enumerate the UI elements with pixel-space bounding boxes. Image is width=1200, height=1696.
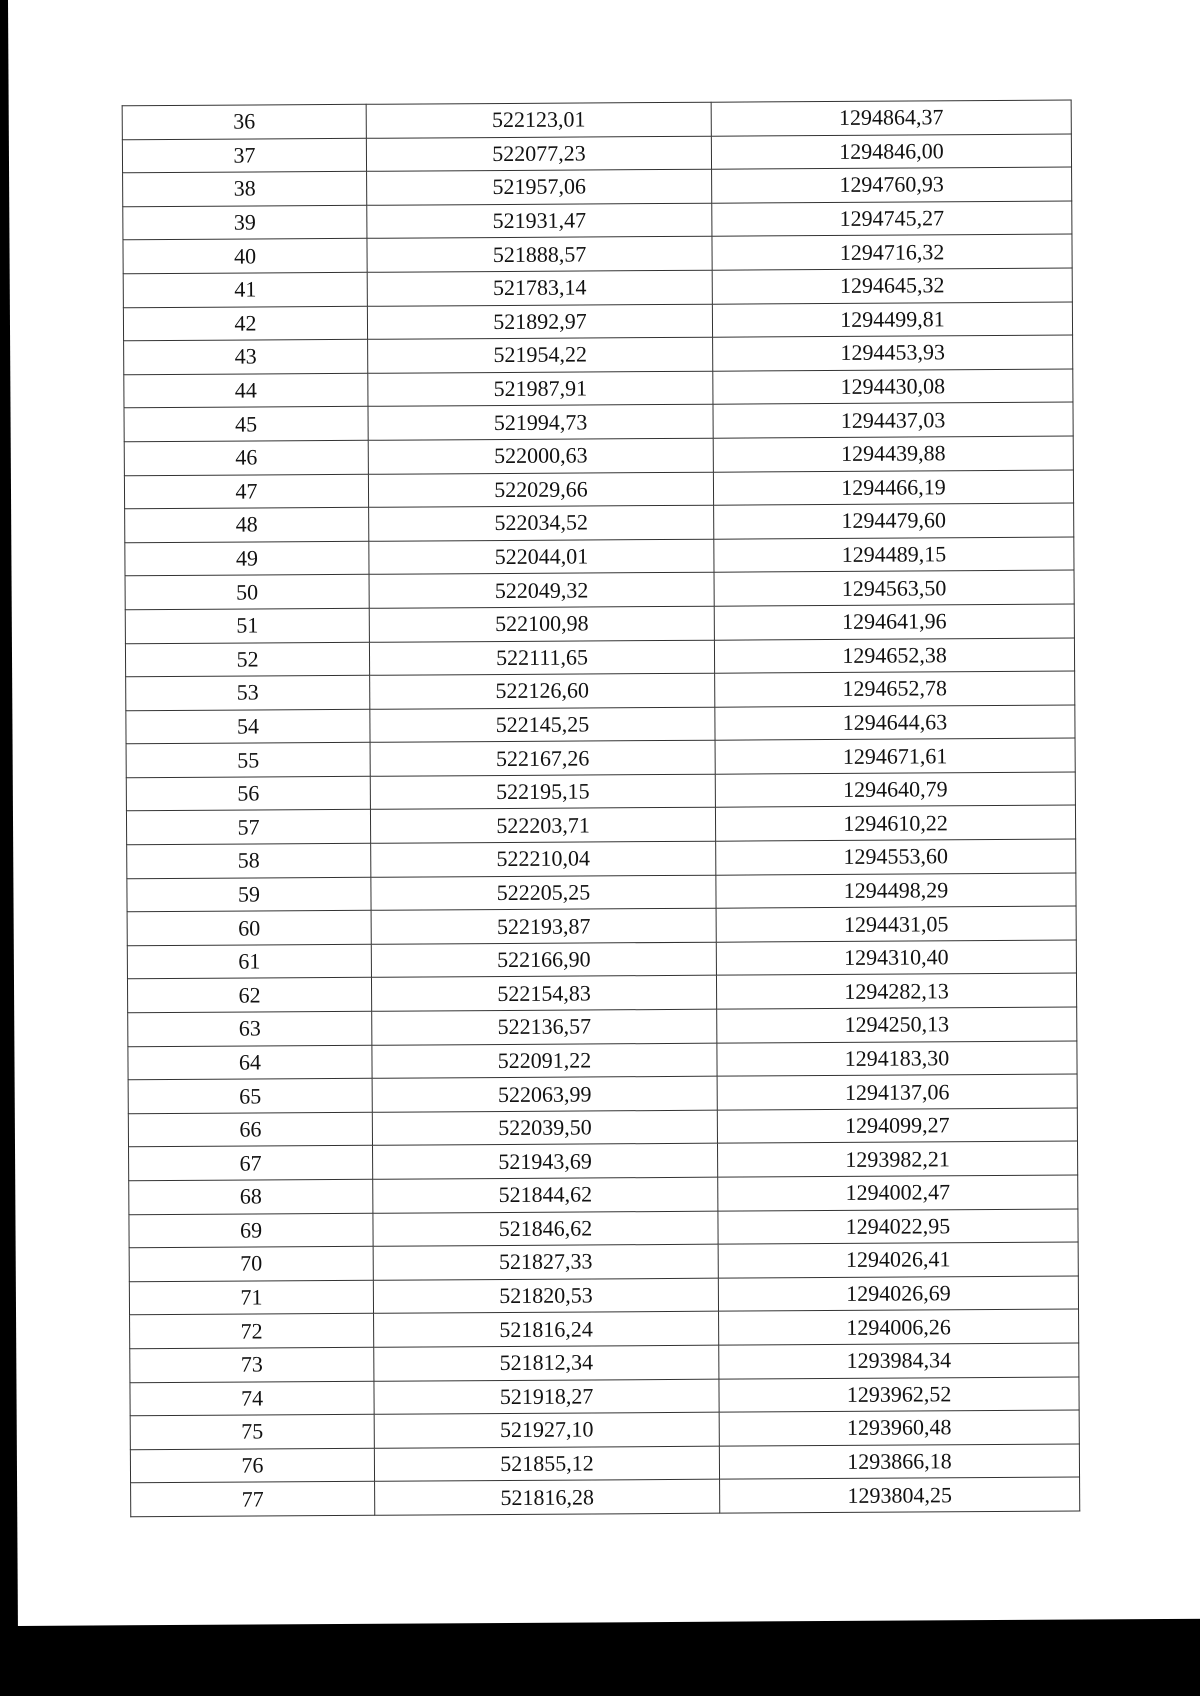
x-coordinate-cell: 521820,53 (373, 1278, 718, 1314)
point-number-cell: 70 (129, 1246, 373, 1281)
x-coordinate-cell: 522000,63 (368, 438, 713, 474)
y-coordinate-cell: 1293804,25 (720, 1477, 1080, 1513)
point-number-cell: 61 (127, 944, 371, 979)
point-number-cell: 73 (130, 1347, 374, 1382)
y-coordinate-cell: 1294864,37 (711, 100, 1071, 136)
point-number-cell: 42 (123, 306, 367, 341)
point-number-cell: 56 (126, 776, 370, 811)
y-coordinate-cell: 1294644,63 (715, 705, 1075, 741)
y-coordinate-cell: 1294641,96 (714, 604, 1074, 640)
y-coordinate-cell: 1294099,27 (717, 1108, 1077, 1144)
x-coordinate-cell: 521783,14 (367, 270, 712, 306)
point-number-cell: 71 (129, 1280, 373, 1315)
x-coordinate-cell: 522203,71 (370, 808, 715, 844)
point-number-cell: 63 (128, 1011, 372, 1046)
point-number-cell: 37 (122, 138, 366, 173)
point-number-cell: 51 (125, 608, 369, 643)
y-coordinate-cell: 1294466,19 (713, 470, 1073, 506)
y-coordinate-cell: 1294282,13 (716, 973, 1076, 1009)
point-number-cell: 77 (131, 1482, 375, 1517)
x-coordinate-cell: 521927,10 (374, 1412, 719, 1448)
point-number-cell: 66 (128, 1112, 372, 1147)
x-coordinate-cell: 522210,04 (371, 841, 716, 877)
point-number-cell: 60 (127, 911, 371, 946)
point-number-cell: 74 (130, 1381, 374, 1416)
y-coordinate-cell: 1294006,26 (719, 1309, 1079, 1345)
y-coordinate-cell: 1294183,30 (717, 1041, 1077, 1077)
point-number-cell: 54 (126, 709, 370, 744)
x-coordinate-cell: 522044,01 (369, 539, 714, 575)
x-coordinate-cell: 521888,57 (367, 237, 712, 273)
point-number-cell: 62 (127, 978, 371, 1013)
y-coordinate-cell: 1294716,32 (712, 234, 1072, 270)
point-number-cell: 76 (130, 1448, 374, 1483)
point-number-cell: 57 (126, 810, 370, 845)
point-number-cell: 67 (129, 1146, 373, 1181)
y-coordinate-cell: 1294310,40 (716, 940, 1076, 976)
x-coordinate-cell: 522193,87 (371, 908, 716, 944)
y-coordinate-cell: 1294026,69 (718, 1276, 1078, 1312)
x-coordinate-cell: 521892,97 (367, 304, 712, 340)
point-number-cell: 38 (123, 172, 367, 207)
y-coordinate-cell: 1294610,22 (715, 805, 1075, 841)
x-coordinate-cell: 522091,22 (372, 1043, 717, 1079)
y-coordinate-cell: 1293866,18 (719, 1444, 1079, 1480)
y-coordinate-cell: 1294499,81 (712, 302, 1072, 338)
point-number-cell: 36 (122, 104, 366, 139)
x-coordinate-cell: 521844,62 (373, 1177, 718, 1213)
point-number-cell: 69 (129, 1213, 373, 1248)
point-number-cell: 44 (124, 373, 368, 408)
y-coordinate-cell: 1293984,34 (719, 1343, 1079, 1379)
x-coordinate-cell: 522205,25 (371, 875, 716, 911)
y-coordinate-cell: 1293982,21 (717, 1141, 1077, 1177)
paper-sheet (8, 0, 1200, 1626)
point-number-cell: 52 (125, 642, 369, 677)
x-coordinate-cell: 522034,52 (369, 505, 714, 541)
y-coordinate-cell: 1294022,95 (718, 1209, 1078, 1245)
point-number-cell: 47 (124, 474, 368, 509)
y-coordinate-cell: 1294498,29 (716, 873, 1076, 909)
x-coordinate-cell: 521816,28 (375, 1480, 720, 1516)
y-coordinate-cell: 1294745,27 (712, 201, 1072, 237)
point-number-cell: 75 (130, 1414, 374, 1449)
point-number-cell: 65 (128, 1079, 372, 1114)
point-number-cell: 64 (128, 1045, 372, 1080)
point-number-cell: 43 (124, 339, 368, 374)
point-number-cell: 68 (129, 1179, 373, 1214)
point-number-cell: 48 (125, 507, 369, 542)
point-number-cell: 50 (125, 575, 369, 610)
y-coordinate-cell: 1294563,50 (714, 570, 1074, 606)
y-coordinate-cell: 1294431,05 (716, 906, 1076, 942)
y-coordinate-cell: 1294002,47 (718, 1175, 1078, 1211)
x-coordinate-cell: 522123,01 (366, 102, 711, 138)
point-number-cell: 55 (126, 743, 370, 778)
x-coordinate-cell: 521994,73 (368, 405, 713, 441)
y-coordinate-cell: 1294479,60 (714, 503, 1074, 539)
x-coordinate-cell: 521855,12 (374, 1446, 719, 1482)
point-number-cell: 40 (123, 239, 367, 274)
x-coordinate-cell: 521812,34 (374, 1345, 719, 1381)
y-coordinate-cell: 1294652,38 (714, 637, 1074, 673)
x-coordinate-cell: 521816,24 (374, 1312, 719, 1348)
x-coordinate-cell: 522166,90 (371, 942, 716, 978)
y-coordinate-cell: 1294760,93 (712, 167, 1072, 203)
y-coordinate-cell: 1294671,61 (715, 738, 1075, 774)
x-coordinate-cell: 522039,50 (372, 1110, 717, 1146)
point-number-cell: 39 (123, 205, 367, 240)
x-coordinate-cell: 521987,91 (368, 371, 713, 407)
x-coordinate-cell: 522154,83 (371, 976, 716, 1012)
table-body (122, 100, 1080, 1517)
y-coordinate-cell: 1294553,60 (716, 839, 1076, 875)
y-coordinate-cell: 1294439,88 (713, 436, 1073, 472)
x-coordinate-cell: 521931,47 (367, 203, 712, 239)
x-coordinate-cell: 521954,22 (368, 337, 713, 373)
x-coordinate-cell: 522029,66 (368, 472, 713, 508)
x-coordinate-cell: 521943,69 (373, 1144, 718, 1180)
y-coordinate-cell: 1294430,08 (713, 369, 1073, 405)
x-coordinate-cell: 522195,15 (370, 774, 715, 810)
table-row (131, 1477, 1080, 1516)
x-coordinate-cell: 521846,62 (373, 1211, 718, 1247)
y-coordinate-cell: 1294437,03 (713, 402, 1073, 438)
point-number-cell: 59 (127, 877, 371, 912)
point-number-cell: 49 (125, 541, 369, 576)
y-coordinate-cell: 1294453,93 (713, 335, 1073, 371)
y-coordinate-cell: 1294652,78 (715, 671, 1075, 707)
point-number-cell: 41 (123, 272, 367, 307)
point-number-cell: 53 (126, 675, 370, 710)
coordinates-table (122, 100, 1081, 1518)
y-coordinate-cell: 1294645,32 (712, 268, 1072, 304)
y-coordinate-cell: 1294250,13 (717, 1007, 1077, 1043)
point-number-cell: 46 (124, 440, 368, 475)
y-coordinate-cell: 1293962,52 (719, 1377, 1079, 1413)
x-coordinate-cell: 522100,98 (369, 606, 714, 642)
y-coordinate-cell: 1294026,41 (718, 1242, 1078, 1278)
point-number-cell: 58 (127, 843, 371, 878)
x-coordinate-cell: 521827,33 (373, 1244, 718, 1280)
x-coordinate-cell: 522077,23 (366, 136, 711, 172)
x-coordinate-cell: 522111,65 (369, 640, 714, 676)
x-coordinate-cell: 522049,32 (369, 573, 714, 609)
x-coordinate-cell: 521918,27 (374, 1379, 719, 1415)
y-coordinate-cell: 1294846,00 (711, 134, 1071, 170)
x-coordinate-cell: 522145,25 (370, 707, 715, 743)
y-coordinate-cell: 1293960,48 (719, 1410, 1079, 1446)
y-coordinate-cell: 1294137,06 (717, 1074, 1077, 1110)
point-number-cell: 45 (124, 407, 368, 442)
x-coordinate-cell: 522126,60 (370, 673, 715, 709)
x-coordinate-cell: 522167,26 (370, 740, 715, 776)
y-coordinate-cell: 1294640,79 (715, 772, 1075, 808)
x-coordinate-cell: 522136,57 (372, 1009, 717, 1045)
x-coordinate-cell: 521957,06 (367, 169, 712, 205)
x-coordinate-cell: 522063,99 (372, 1076, 717, 1112)
y-coordinate-cell: 1294489,15 (714, 537, 1074, 573)
point-number-cell: 72 (130, 1314, 374, 1349)
